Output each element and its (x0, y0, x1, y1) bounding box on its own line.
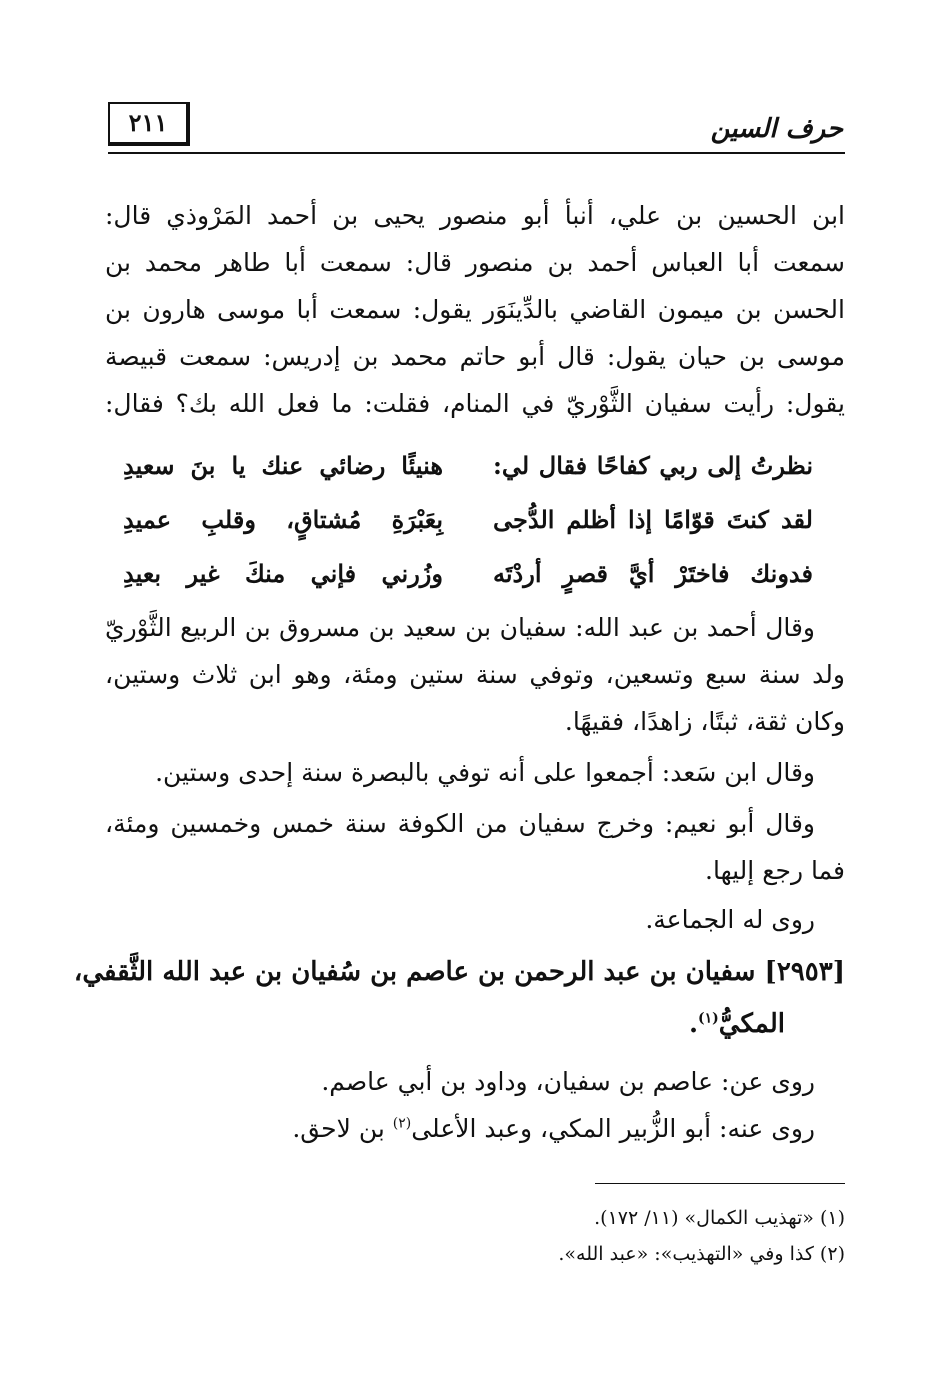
entry-heading-end: . (688, 1009, 698, 1039)
narrated-from-line: روى عن: عاصم بن سفيان، وداود بن أبي عاصم. (321, 1067, 815, 1096)
text-line: موسى بن حيان يقول: قال أبو حاتم محمد بن إدريس: سمعت قبيصة (105, 342, 845, 371)
entry-body (105, 1058, 845, 1152)
header-divider (108, 152, 845, 154)
text-line: ابن الحسين بن علي، أنبأ أبو منصور يحيى بن أحمد المَرْوذي قال: (105, 201, 845, 230)
text-line: وقال ابن سَعد: أجمعوا على أنه توفي بالبصرة سنة إحدى وستين. (155, 758, 815, 787)
text-line: الحسن بن ميمون القاضي بالدِّينَوَر يقول: سمعت أبا موسى هارون بن (105, 295, 845, 324)
verse-first-hemistich: لقد كنتَ قوّامًا إذا أظلم الدُّجى (493, 504, 813, 534)
entry-heading (73, 946, 845, 1050)
narrated-by-text-end: بن لاحق. (292, 1114, 393, 1143)
entry-heading-line: [٢٩٥٣] سفيان بن عبد الرحمن بن عاصم بن سُفيان بن عبد الله الثَّقفي، (73, 957, 845, 987)
text-line: يقول: رأيت سفيان الثَّوْريّ في المنام، فقلت: ما فعل الله بك؟ فقال: (105, 389, 845, 418)
running-header-title: حرف السين (710, 114, 843, 144)
footnote-item: (٢) كذا وفي «التهذيب»: «عبد الله». (558, 1243, 845, 1265)
paragraph-isnad (105, 192, 845, 427)
footnote-item: (١) «تهذيب الكمال» (١١/ ١٧٢). (594, 1207, 845, 1229)
poem-verse (123, 546, 813, 600)
text-line: روى له الجماعة. (645, 905, 815, 934)
narrated-by-line (105, 1105, 845, 1152)
footnotes (105, 1200, 845, 1272)
text-line: وقال أحمد بن عبد الله: سفيان بن سعيد بن مسروق بن الربيع الثَّوْريّ (105, 613, 815, 642)
verse-second-hemistich: وزُرني فإني منكَ غير بعيدِ (123, 558, 443, 588)
paragraph-abu-nuaym (105, 800, 845, 894)
paragraph-ahmad (105, 604, 845, 745)
verse-second-hemistich: بِعَبْرَةِ مُشتاقٍ، وقلبِ عميدِ (123, 504, 443, 534)
verse-first-hemistich: فدونك فاختَرْ أيَّ قصرٍ أردْتَه (493, 558, 813, 588)
footnote-marker: (١) (698, 1010, 719, 1027)
footnote-marker: (٢) (392, 1115, 412, 1132)
text-line: وقال أبو نعيم: وخرج سفيان من الكوفة سنة خمس وخمسين ومئة، (105, 809, 815, 838)
entry-heading-line (97, 998, 845, 1050)
poem-verse (123, 438, 813, 492)
page-number: ٢١١ (108, 102, 190, 146)
verse-second-hemistich: هنيئًا رضائي عنك يا بنَ سعيدِ (123, 450, 443, 480)
verse-first-hemistich: نظرتُ إلى ربي كفاحًا فقال لي: (493, 450, 813, 480)
poem (123, 438, 813, 600)
text-line: وكان ثقة، ثبتًا، زاهدًا، فقيهًا. (564, 707, 845, 736)
paragraph-jamaa (105, 896, 845, 943)
footnote-divider (595, 1183, 845, 1184)
paragraph-ibn-sad (105, 749, 845, 796)
poem-verse (123, 492, 813, 546)
text-line: ولد سنة سبع وتسعين، وتوفي سنة ستين ومئة، وهو ابن ثلاث وستين، (105, 660, 845, 689)
text-line: سمعت أبا العباس أحمد بن منصور قال: سمعت أبا طاهر محمد بن (105, 248, 845, 277)
narrated-by-text: روى عنه: أبو الزُّبير المكي، وعبد الأعلى (411, 1114, 815, 1143)
entry-heading-name: المكيُّ (718, 1009, 785, 1039)
text-line: فما رجع إليها. (705, 856, 845, 885)
